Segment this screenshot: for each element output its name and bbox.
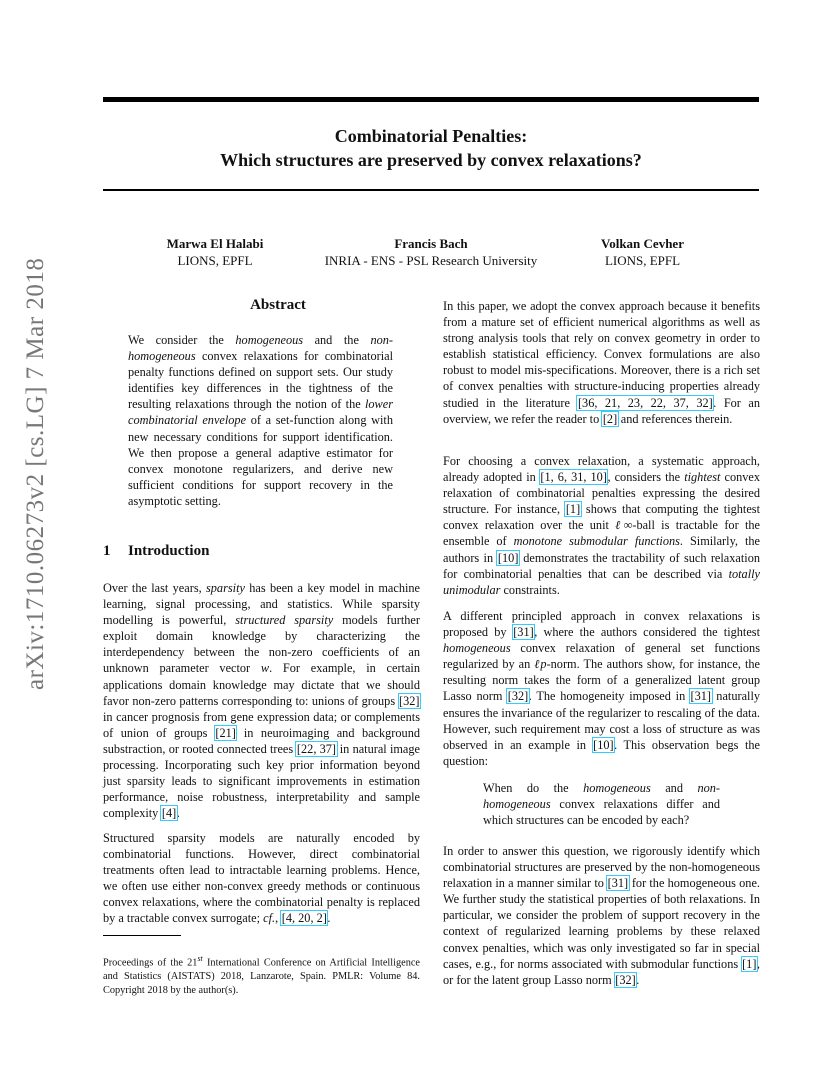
citation-link[interactable]: [1, 6, 31, 10] — [540, 470, 607, 485]
citation-link[interactable]: [2] — [602, 411, 618, 426]
author-affiliation: LIONS, EPFL — [177, 253, 253, 268]
citation-link[interactable]: [31] — [690, 689, 712, 704]
citation-link[interactable]: [31] — [513, 625, 534, 640]
author-affiliation: LIONS, EPFL — [604, 253, 681, 268]
right-paragraph-1: In this paper, we adopt the convex approach because it benefits from a mature set of efficient numerical algorithms as well as strong analysis tools that rely on convex geometry in order to establish statistical efficiency. Convex formulations are also robust to model mis-specifications. Moreover, there is a rich set of convex penalties with structure-inducing properties already studied in the literature [36, 21, 23, 22, 37, 32]. For an overview, we refer the reader to [2] and references therein. — [443, 299, 760, 426]
section-number: 1 — [103, 543, 111, 559]
citation-link[interactable]: [10] — [497, 550, 519, 565]
intro-paragraph-1: Over the last years, sparsity has been a key model in machine learning, signal processing, and statistics. While sparsity modelling is powerful, structured sparsity models further exploit domain knowledge by characterizing the interdependency between the non-zero coefficients of an unknown parameter vector w. For example, in certain applications domain knowledge may dictate that we should favor non-zero patterns corresponding to: unions of groups [32] in cancer prognosis from gene expression data; or complements of union of groups [21] in neuroimaging and background substraction, or rooted connected trees [22, 37] in natural image processing. Incorporating such key prior information beyond just sparsity leads to significant improvements in estimation performance, noise robustness, interpretability and sample complexity [4]. — [103, 581, 421, 821]
citation-link[interactable]: [1] — [565, 502, 581, 517]
top-rule — [103, 97, 759, 102]
section-title: Introduction — [128, 543, 210, 559]
citation-link[interactable]: [10] — [593, 737, 614, 752]
author-name: Volkan Cevher — [601, 236, 684, 251]
abstract-heading: Abstract — [250, 297, 306, 313]
abstract-text: We consider the homogeneous and the non-homogeneous convex relaxations for combinatorial penalty functions defined on support sets. Our study identifies key differences in the tightness of the resulting relaxations through the notion of the lower combinatorial envelope of a set-function along with new necessary conditions for support identification. We then propose a general adaptive estimator for convex monotone regularizers, and derive new sufficient conditions for support recovery in the asymptotic setting. — [128, 333, 393, 508]
author-affiliation: INRIA - ENS - PSL Research University — [324, 253, 538, 268]
citation-link[interactable]: [32] — [615, 972, 636, 987]
author-block-2 — [300, 235, 562, 269]
citation-link[interactable]: [36, 21, 23, 22, 37, 32] — [577, 395, 713, 410]
right-paragraph-2: For choosing a convex relaxation, a systematic approach, already adopted in [1, 6, 31, 10], considers the tightest convex relaxation of combinatorial penalties expressing the desired structure. For instance, [1] shows that computing the tightest convex relaxation over the unit ℓ∞-ball is tractable for the ensemble of monotone submodular functions. Similarly, the authors in [10] demonstrates the tractability of such relaxation for combinatorial penalties that can be described via totally unimodular constraints. — [443, 454, 761, 597]
arxiv-stamp — [22, 257, 52, 690]
citation-link[interactable]: [22, 37] — [296, 741, 337, 756]
arxiv-stamp-text: arXiv:1710.06273v2 [cs.LG] 7 Mar 2018 — [22, 257, 49, 690]
citation-link[interactable]: [32] — [507, 689, 529, 704]
citation-link[interactable]: [4, 20, 2] — [281, 911, 327, 926]
citation-link[interactable]: [1] — [742, 956, 757, 971]
citation-link[interactable]: [4] — [161, 806, 177, 821]
author-block-1 — [140, 235, 290, 269]
footnote-rule — [103, 935, 181, 936]
author-block-3 — [570, 235, 715, 269]
citation-link[interactable]: [32] — [399, 693, 420, 708]
author-name: Marwa El Halabi — [166, 236, 264, 251]
research-question-quote: When do the homogeneous and non-homogeneous convex relaxations differ and which structures can be encoded by each? — [483, 781, 721, 828]
title-line-1: Combinatorial Penalties: — [334, 126, 528, 146]
section-heading — [103, 543, 209, 560]
title-line-2: Which structures are preserved by convex relaxations? — [220, 150, 642, 170]
intro-paragraph-2: Structured sparsity models are naturally encoded by combinatorial functions. However, direct combinatorial treatments often lead to intractable learning problems. Hence, we often use either non-convex greedy methods or continuous convex relaxations, where the combinatorial penalty is replaced by a tractable convex surrogate; cf., [4, 20, 2]. — [103, 831, 420, 926]
footnote: Proceedings of the 21st International Conference on Artificial Intelligence and Statistics (AISTATS) 2018, Lanzarote, Spain. PMLR: Volume 84. Copyright 2018 by the author(s). — [103, 954, 420, 997]
author-name: Francis Bach — [394, 236, 468, 251]
citation-link[interactable]: [31] — [607, 876, 629, 891]
paper-title — [103, 124, 759, 172]
citation-link[interactable]: [21] — [215, 725, 236, 740]
right-paragraph-4: In order to answer this question, we rigorously identify which combinatorial structures are preserved by the non-homogeneous relaxation in a manner similar to [31] for the homogeneous one. We further study the statistical properties of both relaxations. In particular, we consider the problem of support recovery in the context of regularized learning problems by these relaxed convex penalties, which was only investigated so far in special cases, e.g., for norms associated with submodular functions [1], or for the latent group Lasso norm [32]. — [443, 844, 760, 987]
right-paragraph-3: A different principled approach in convex relaxations is proposed by [31], where the authors considered the tightest homogeneous convex relaxation of general set functions regularized by an ℓp-norm. The authors show, for instance, the resulting norm takes the form of a generalized latent group Lasso norm [32]. The homogeneity imposed in [31] naturally ensures the invariance of the regularizer to rescaling of the data. However, such requirement may cost a loss of structure as was observed in an example in [10]. This observation begs the question: — [443, 609, 761, 768]
title-rule — [103, 189, 759, 191]
